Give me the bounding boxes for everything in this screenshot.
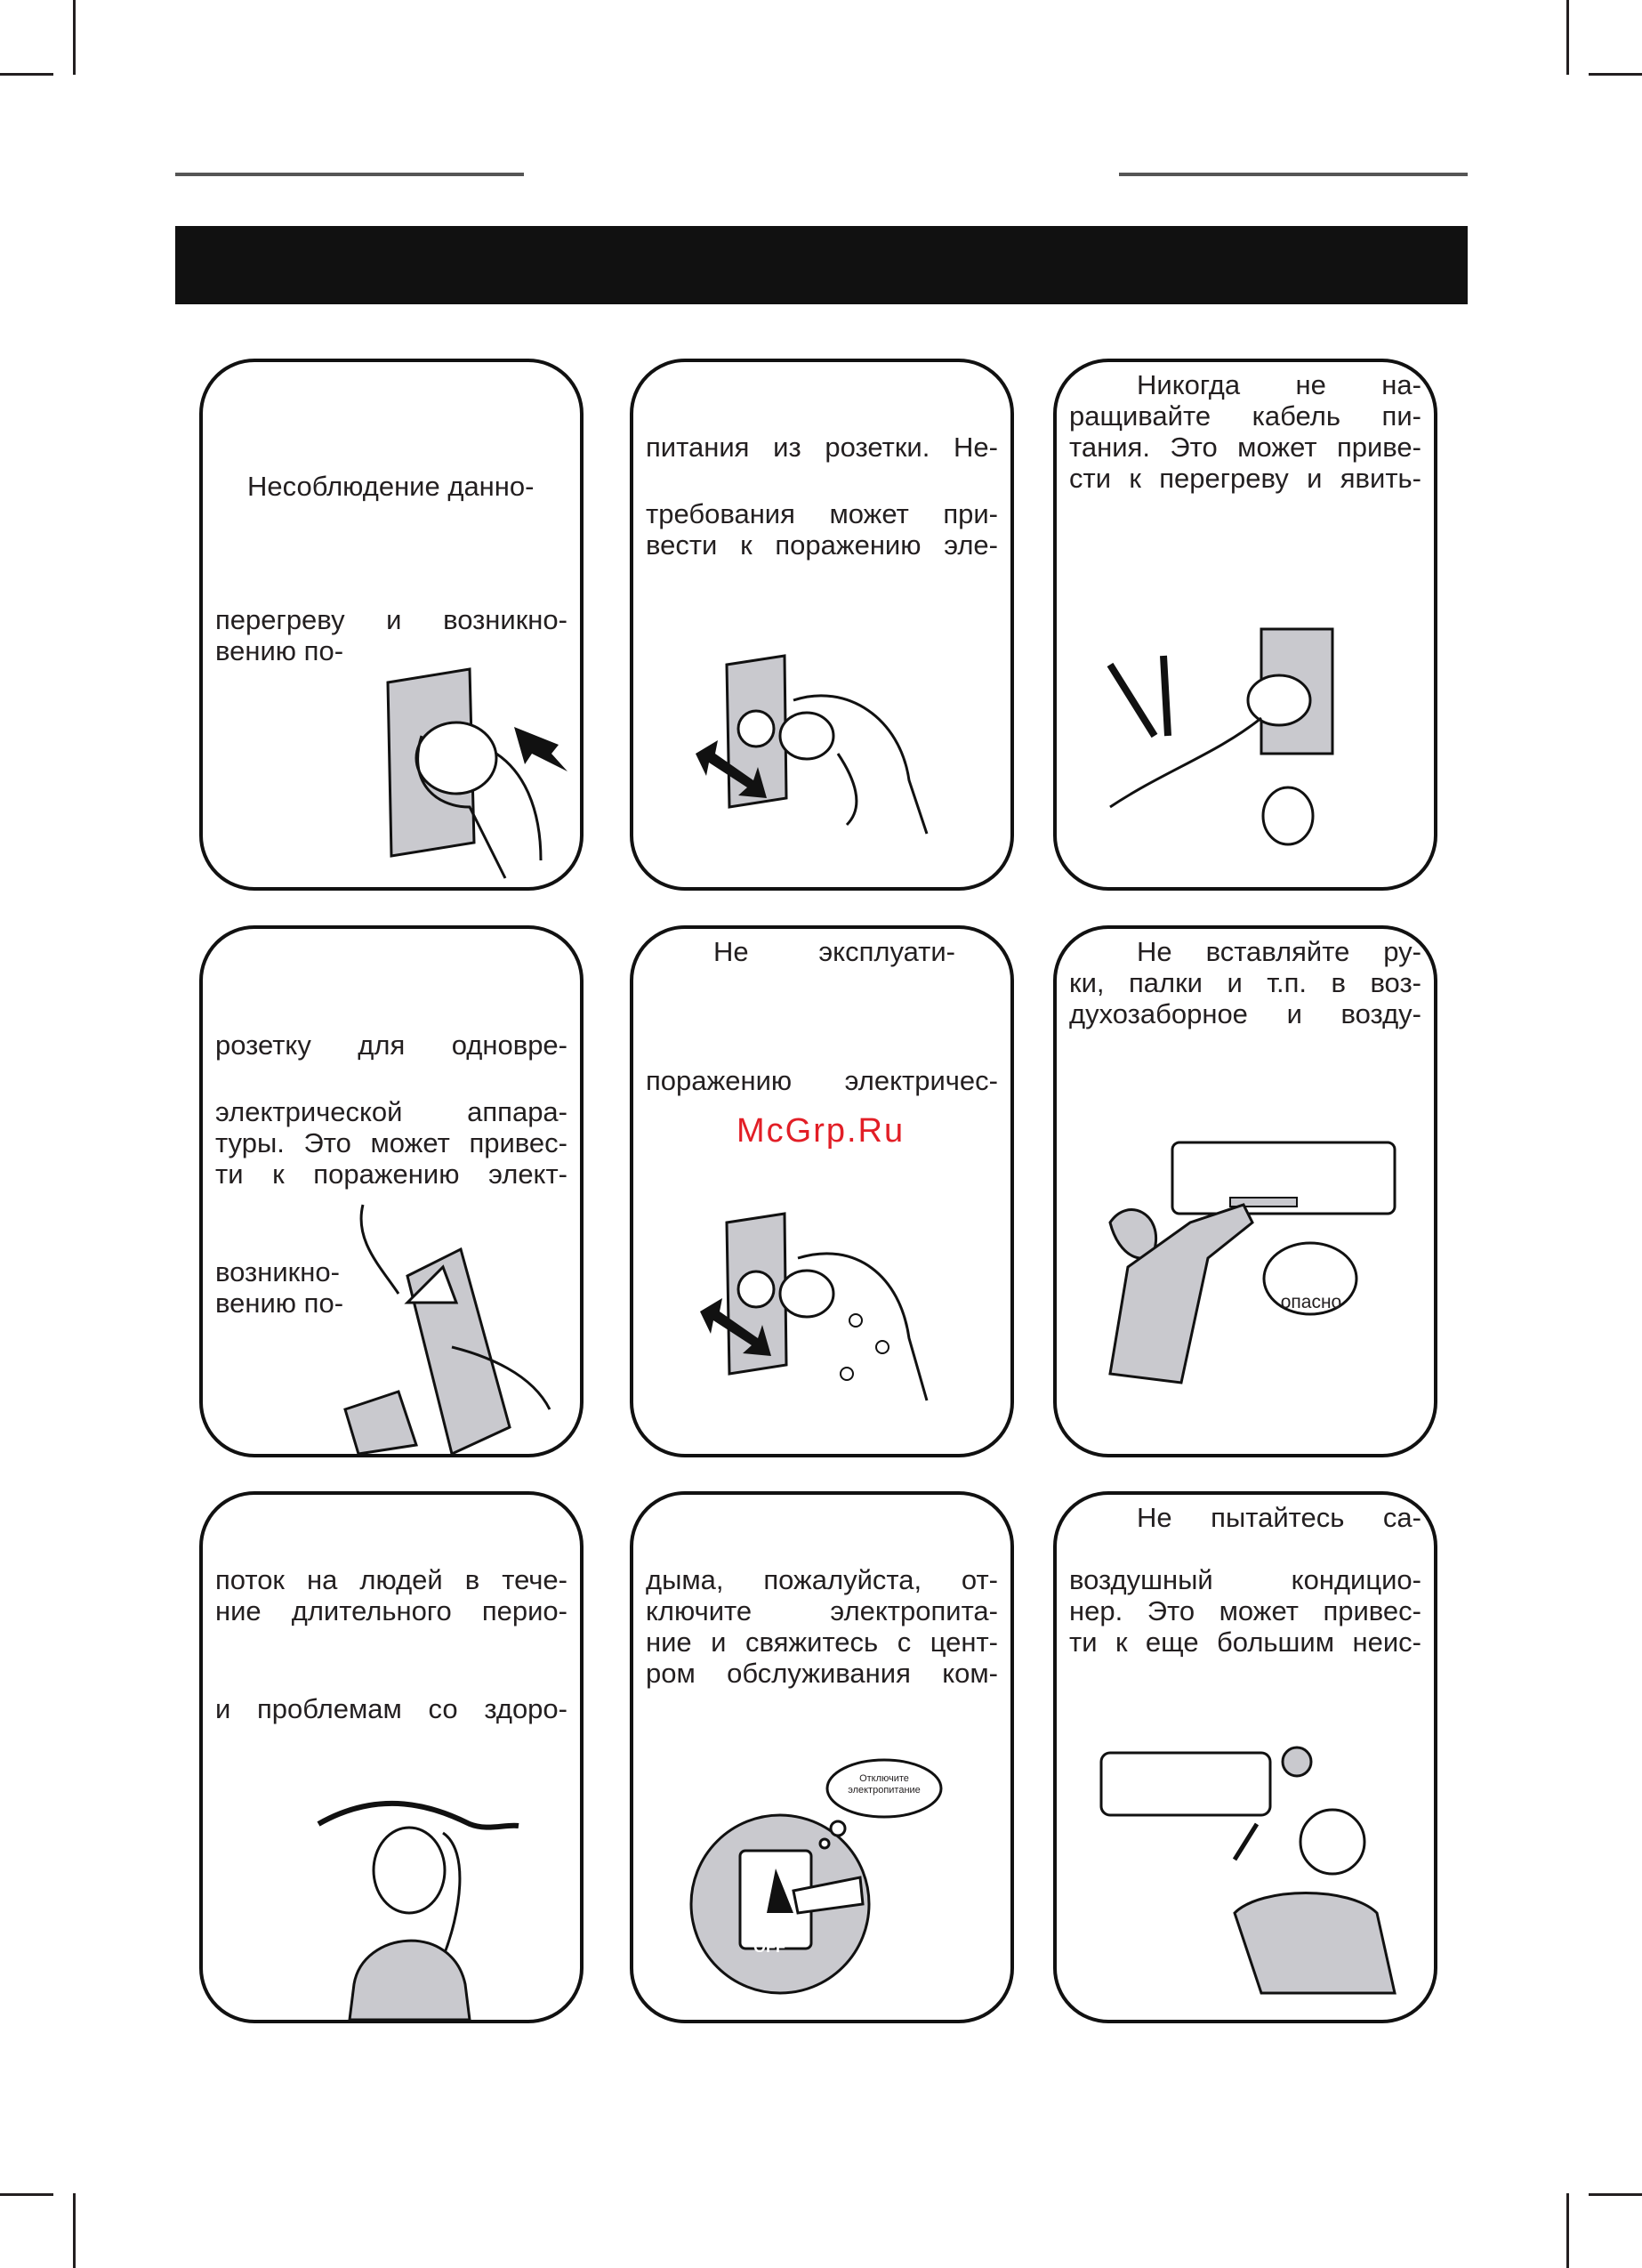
plug-pull-illustration <box>633 362 1014 891</box>
card-text-line: поток на людей в тече- <box>215 1564 567 1595</box>
card-text-line: дыма, пожалуйста, от- <box>646 1564 998 1595</box>
multi-plug-illustration <box>203 929 584 1457</box>
self-repair-illustration <box>1057 1495 1437 2023</box>
card-text-line: перегреву и возникно- <box>215 604 567 635</box>
card-text-line: вению по- <box>215 1287 344 1319</box>
card-text-line: нер. Это может привес- <box>1069 1595 1421 1626</box>
card-text-line: возникно- <box>215 1256 340 1287</box>
air-outlet-illustration <box>1057 929 1437 1457</box>
card-text-line: розетку для одновре- <box>215 1029 567 1061</box>
header-rule-right <box>1119 173 1468 176</box>
card-text-line: Не эксплуати- <box>713 936 955 967</box>
card-text-line: Несоблюдение данно- <box>247 471 535 502</box>
card-text-line: поражению электричес- <box>646 1065 998 1096</box>
card-text-line: ки, палки и т.п. в воз- <box>1069 967 1421 998</box>
card-text-line: ром обслуживания ком- <box>646 1658 998 1689</box>
warning-card-6 <box>1053 925 1437 1457</box>
wet-hands-illustration <box>633 929 1014 1457</box>
card-text-line: требования может при- <box>646 498 998 529</box>
warning-card-5 <box>630 925 1014 1457</box>
card-text-line: ти к поражению элект- <box>215 1158 567 1190</box>
card-text-line: ти к еще большим неис- <box>1069 1626 1421 1658</box>
section-banner <box>175 226 1468 304</box>
card-text-line: и проблемам со здоро- <box>215 1693 567 1724</box>
crop-mark <box>0 73 53 76</box>
crop-mark <box>1589 73 1642 76</box>
cable-cut-illustration <box>1057 362 1437 891</box>
card-text-line: ключите электропита- <box>646 1595 998 1626</box>
card-text-line: Никогда не на- <box>1137 369 1421 400</box>
power-switch-illustration <box>633 1495 1014 2023</box>
card-text-line: тания. Это может приве- <box>1069 432 1421 463</box>
watermark: McGrp.Ru <box>736 1112 906 1150</box>
card-text-line: туры. Это может привес- <box>215 1127 567 1158</box>
card-text-line: воздушный кондицио- <box>1069 1564 1421 1595</box>
danger-bubble-text: опасно <box>1280 1292 1342 1312</box>
crop-mark <box>1589 2193 1642 2196</box>
crop-mark <box>1566 2193 1569 2268</box>
card-text-line: электрической аппара- <box>215 1096 567 1127</box>
power-off-bubble-text: Отключите электропитание <box>848 1773 921 1796</box>
warning-card-7 <box>199 1491 584 2023</box>
card-text-line: ращивайте кабель пи- <box>1069 400 1421 432</box>
card-text-line: вению по- <box>215 635 344 666</box>
warning-card-9 <box>1053 1491 1437 2023</box>
crop-mark <box>73 2193 76 2268</box>
cold-person-illustration <box>203 1495 584 2023</box>
card-text-line: сти к перегреву и явить- <box>1069 463 1421 494</box>
plug-insert-illustration <box>203 362 584 891</box>
switch-off-label: OFF <box>753 1938 785 1956</box>
warning-card-3 <box>1053 359 1437 891</box>
card-text-line: питания из розетки. Не- <box>646 432 998 463</box>
crop-mark <box>1566 0 1569 75</box>
warning-card-1 <box>199 359 584 891</box>
card-text-line: духозаборное и возду- <box>1069 998 1421 1029</box>
warning-card-4 <box>199 925 584 1457</box>
card-text-line: вести к поражению эле- <box>646 529 998 561</box>
card-text-line: Не пытайтесь са- <box>1137 1502 1421 1533</box>
card-text-line: Не вставляйте ру- <box>1137 936 1421 967</box>
card-text-line: ние и свяжитесь с цент- <box>646 1626 998 1658</box>
crop-mark <box>73 0 76 75</box>
header-rule-left <box>175 173 524 176</box>
warning-card-2 <box>630 359 1014 891</box>
crop-mark <box>0 2193 53 2196</box>
warning-card-8 <box>630 1491 1014 2023</box>
card-text-line: ние длительного перио- <box>215 1595 567 1626</box>
